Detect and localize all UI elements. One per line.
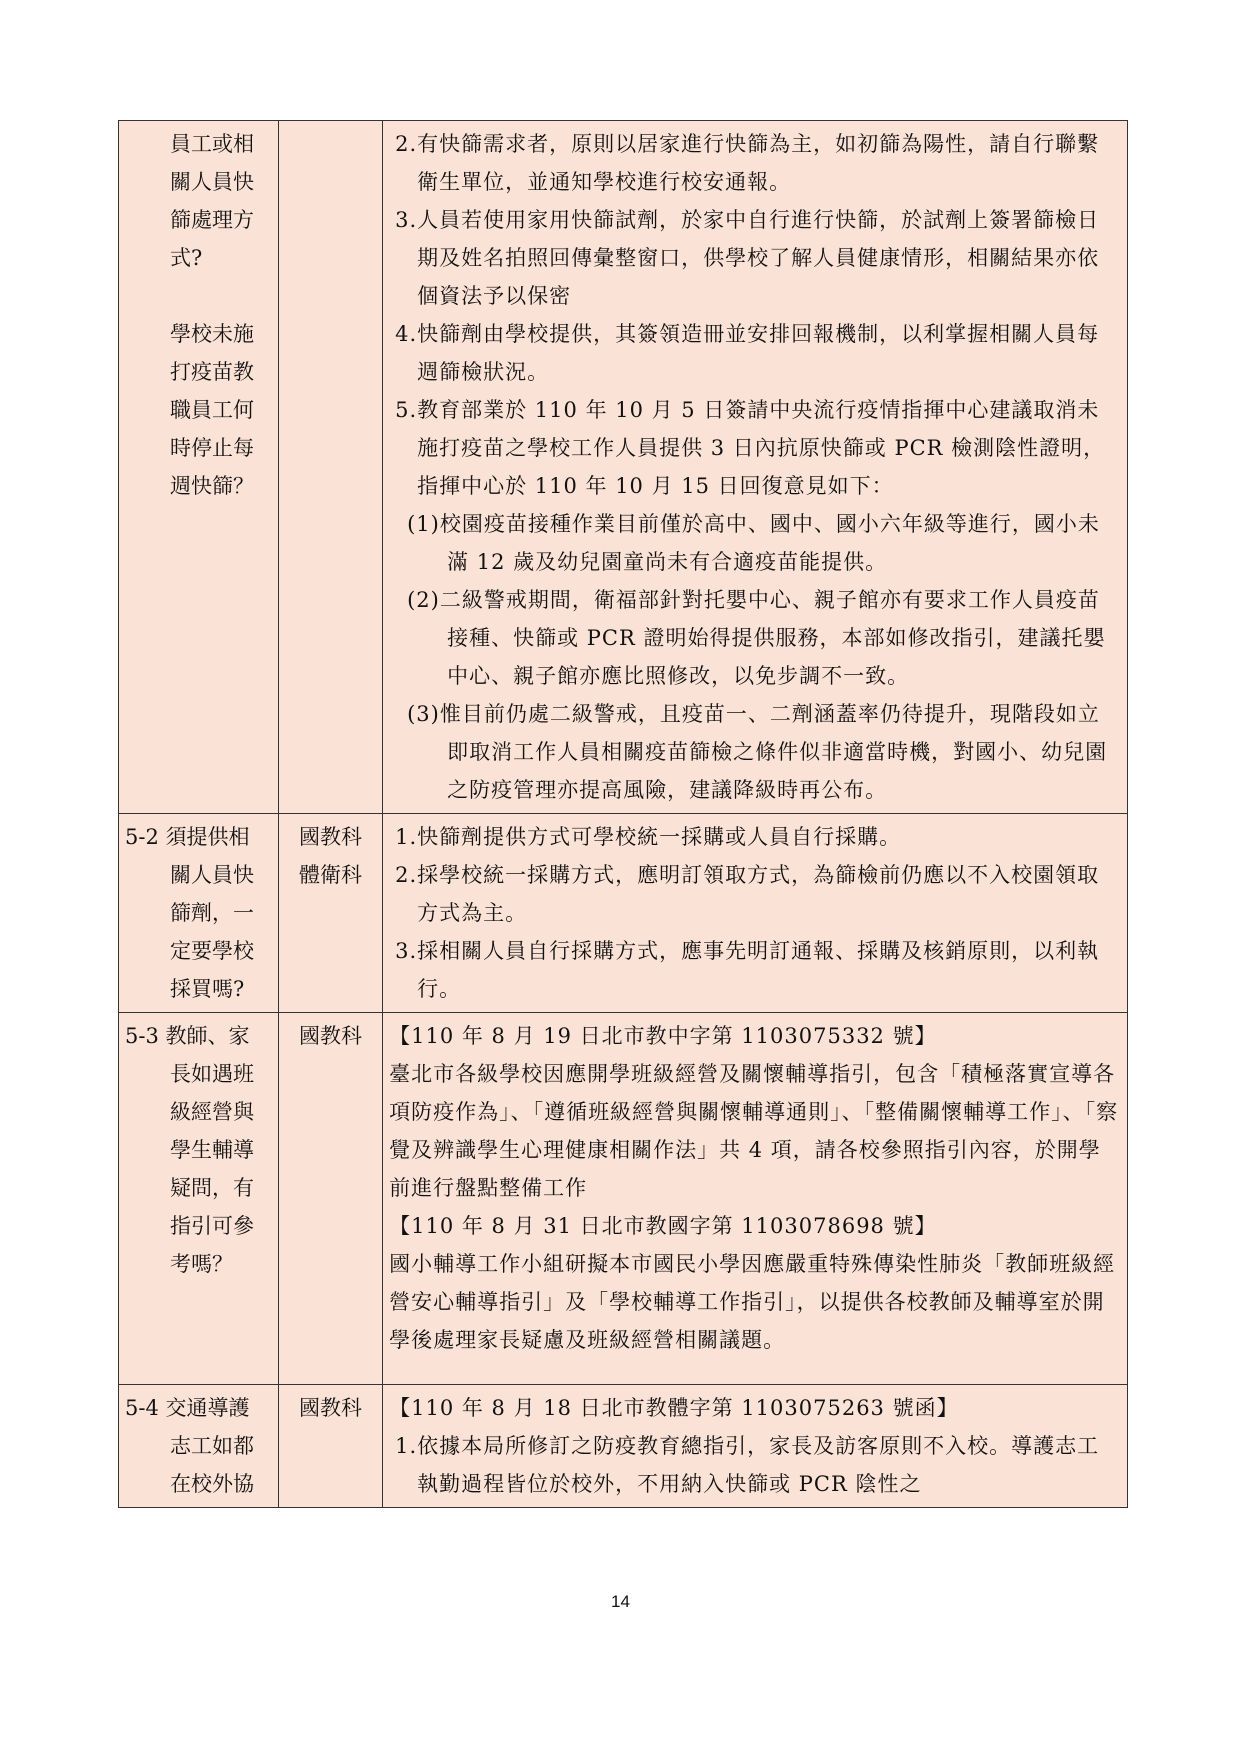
question-cell bbox=[119, 1385, 279, 1508]
office-cell bbox=[278, 121, 382, 814]
office-label: 體衛科 bbox=[299, 863, 362, 887]
answer-cell bbox=[383, 814, 1128, 1013]
table-row bbox=[119, 1013, 1128, 1385]
document-reference: 【110 年 8 月 31 日北市教國字第 1103078698 號】 bbox=[389, 1214, 937, 1238]
question-line: 採買嗎? bbox=[170, 977, 245, 1001]
question-line: 5-2 須提供相 bbox=[125, 825, 250, 849]
answer-cell bbox=[383, 121, 1128, 814]
question-line: 職員工何 bbox=[170, 398, 254, 422]
office-cell bbox=[278, 1385, 382, 1508]
question-line: 定要學校 bbox=[170, 939, 254, 963]
document-reference: 【110 年 8 月 19 日北市教中字第 1103075332 號】 bbox=[389, 1024, 937, 1048]
answer-item: 5.教育部業於 110 年 10 月 5 日簽請中央流行疫情指揮中心建議取消未施打疫苗之學校工作人員提供 3 日內抗原快篩或 PCR 檢測陰性證明，指揮中心於 110 年 10 月 15 日回復意見如下： bbox=[395, 398, 1106, 498]
office-cell bbox=[278, 814, 382, 1013]
answer-subitem: (1)校園疫苗接種作業目前僅於高中、國中、國小六年級等進行，國小未滿 12 歲及幼兒園童尚未有合適疫苗能提供。 bbox=[407, 512, 1100, 574]
question-line: 篩處理方 bbox=[170, 208, 254, 232]
answer-item: 2.有快篩需求者，原則以居家進行快篩為主，如初篩為陽性，請自行聯繫衛生單位，並通知學校進行校安通報。 bbox=[395, 132, 1100, 194]
answer-item: 2.採學校統一採購方式，應明訂領取方式，為篩檢前仍應以不入校園領取方式為主。 bbox=[395, 863, 1100, 925]
answer-item: 3.人員若使用家用快篩試劑，於家中自行進行快篩，於試劑上簽署篩檢日期及姓名拍照回傳彙整窗口，供學校了解人員健康情形，相關結果亦依個資法予以保密 bbox=[395, 208, 1100, 308]
table-row bbox=[119, 1385, 1128, 1508]
question-line: 關人員快 bbox=[170, 863, 254, 887]
question-cell bbox=[119, 1013, 279, 1385]
answer-paragraph: 臺北市各級學校因應開學班級經營及關懷輔導指引，包含「積極落實宣導各項防疫作為」、「遵循班級經營與關懷輔導通則」、「整備關懷輔導工作」、「察覺及辨識學生心理健康相關作法」共 4 項，請各校參照指引內容，於開學前進行盤點整備工作 bbox=[389, 1062, 1119, 1200]
question-line: 考嗎？ bbox=[170, 1252, 233, 1276]
question-line: 指引可參 bbox=[170, 1214, 254, 1238]
question-line: 長如遇班 bbox=[170, 1062, 254, 1086]
faq-table bbox=[118, 120, 1128, 1508]
answer-item: 4.快篩劑由學校提供，其簽領造冊並安排回報機制，以利掌握相關人員每週篩檢狀況。 bbox=[395, 322, 1100, 384]
answer-item: 1.依據本局所修訂之防疫教育總指引，家長及訪客原則不入校。導護志工執勤過程皆位於校外，不用納入快篩或 PCR 陰性之 bbox=[395, 1434, 1100, 1496]
table-row bbox=[119, 121, 1128, 814]
question-line: 志工如都 bbox=[170, 1434, 254, 1458]
table-row bbox=[119, 814, 1128, 1013]
question-line: 篩劑，一 bbox=[170, 901, 254, 925]
question-line: 關人員快 bbox=[170, 170, 254, 194]
document-reference: 【110 年 8 月 18 日北市教體字第 1103075263 號函】 bbox=[389, 1396, 959, 1420]
question-line: 在校外協 bbox=[170, 1472, 254, 1496]
question-line: 5-4 交通導護 bbox=[125, 1396, 250, 1420]
question-line: 週快篩？ bbox=[170, 474, 254, 498]
question-line: 時停止每 bbox=[170, 436, 254, 460]
question-line: 員工或相 bbox=[170, 132, 254, 156]
question-line: 學生輔導 bbox=[170, 1138, 254, 1162]
question-line: 疑問，有 bbox=[170, 1176, 254, 1200]
answer-subitem: (3)惟目前仍處二級警戒，且疫苗一、二劑涵蓋率仍待提升，現階段如立即取消工作人員相關疫苗篩檢之條件似非適當時機，對國小、幼兒園之防疫管理亦提高風險，建議降級時再公布。 bbox=[407, 702, 1108, 802]
question-line: 式? bbox=[170, 246, 203, 270]
question-cell bbox=[119, 814, 279, 1013]
answer-paragraph: 國小輔導工作小組研擬本市國民小學因應嚴重特殊傳染性肺炎「教師班級經營安心輔導指引」及「學校輔導工作指引」，以提供各校教師及輔導室於開學後處理家長疑慮及班級經營相關議題。 bbox=[389, 1252, 1116, 1352]
answer-cell bbox=[383, 1013, 1128, 1385]
question-line: 級經營與 bbox=[170, 1100, 254, 1124]
answer-item: 3.採相關人員自行採購方式，應事先明訂通報、採購及核銷原則，以利執行。 bbox=[395, 939, 1100, 1001]
question-line: 打疫苗教 bbox=[170, 360, 254, 384]
page-number: 14 bbox=[611, 1592, 630, 1611]
spacer bbox=[125, 277, 272, 315]
office-label: 國教科 bbox=[299, 1024, 362, 1048]
answer-item: 1.快篩劑提供方式可學校統一採購或人員自行採購。 bbox=[395, 825, 902, 849]
question-line: 學校未施 bbox=[170, 322, 254, 346]
office-label: 國教科 bbox=[299, 825, 362, 849]
question-cell bbox=[119, 121, 279, 814]
answer-subitem: (2)二級警戒期間，衛福部針對托嬰中心、親子館亦有要求工作人員疫苗接種、快篩或 PCR 證明始得提供服務，本部如修改指引，建議托嬰中心、親子館亦應比照修改，以免步調不一致。 bbox=[407, 588, 1106, 688]
office-cell bbox=[278, 1013, 382, 1385]
answer-cell bbox=[383, 1385, 1128, 1508]
question-line: 5-3 教師、家 bbox=[125, 1024, 250, 1048]
office-label: 國教科 bbox=[299, 1396, 362, 1420]
